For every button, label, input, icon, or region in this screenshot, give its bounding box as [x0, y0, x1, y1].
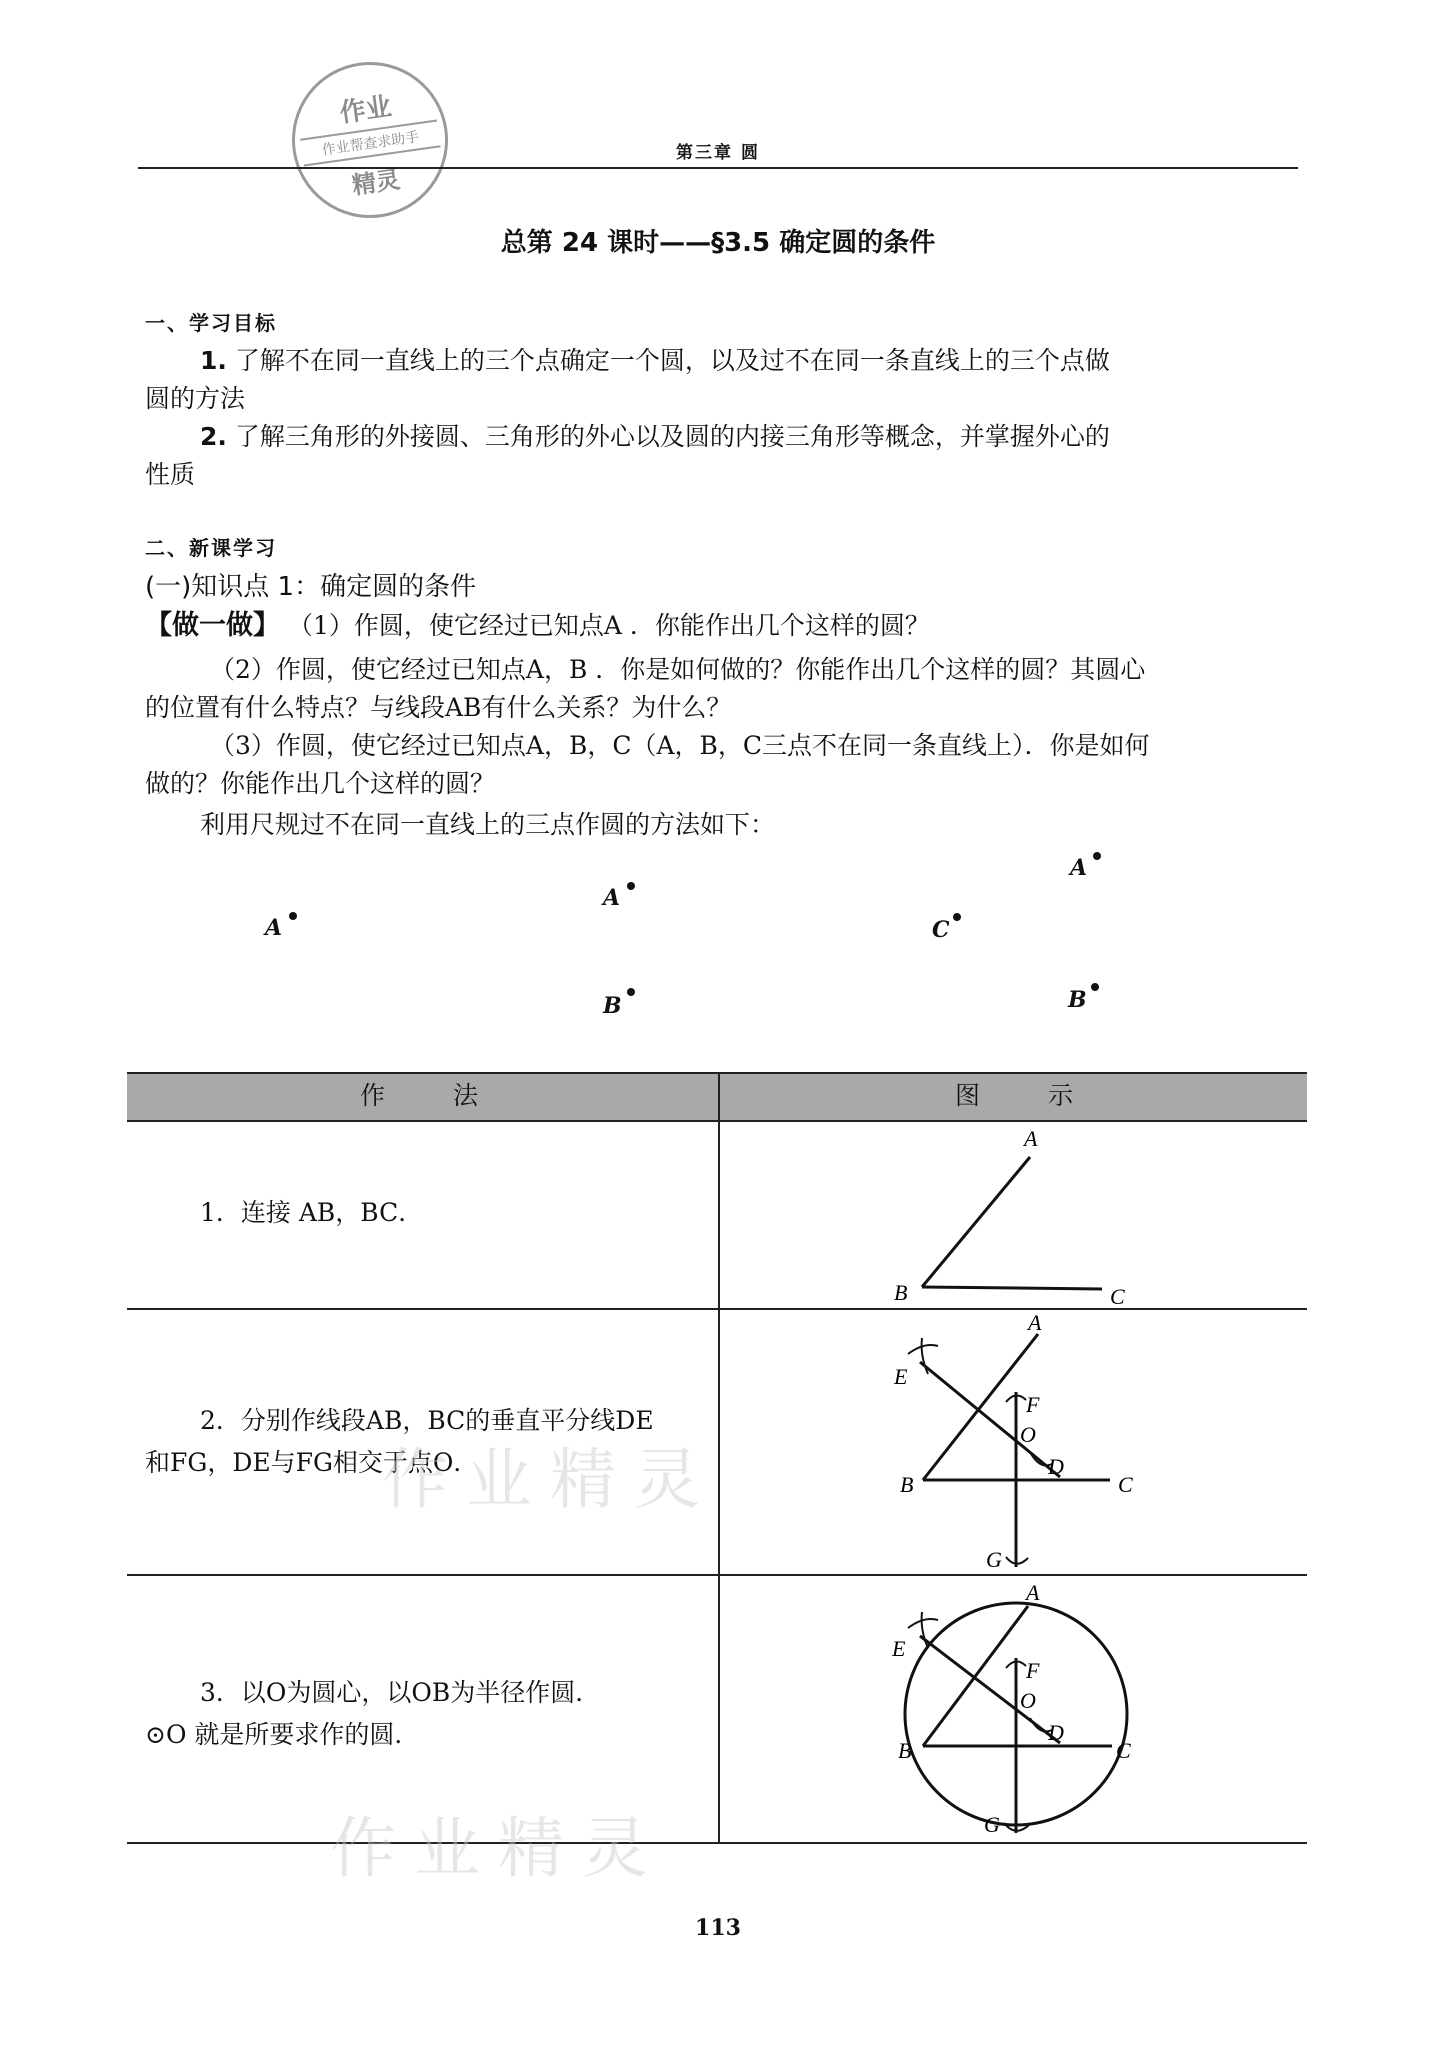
point-a2: [627, 882, 635, 890]
question1-text: （1）作圆，使它经过已知点A ．你能作出几个这样的圆？: [287, 611, 930, 640]
fig3-label-f: F: [1026, 1658, 1040, 1683]
method-intro: 利用尺规过不在同一直线上的三点作圆的方法如下：: [200, 810, 776, 839]
goal1-line1: [200, 342, 1110, 380]
fig1-label-c: C: [1110, 1284, 1125, 1309]
goal2-text: 了解三角形的外接圆、三角形的外心以及圆的内接三角形等概念，并掌握外心的: [234, 422, 1110, 451]
step1-text: 1．连接 AB，BC．: [200, 1198, 424, 1227]
question2-line1: （2）作圆，使它经过已知点A，B ．你是如何做的？你能作出几个这样的圆？其圆心: [210, 655, 1146, 684]
fig2-label-d: D: [1048, 1454, 1064, 1479]
goal2-number: 2.: [200, 422, 227, 451]
page-number: 113: [695, 1915, 741, 1941]
watermark-2: 作业精灵: [330, 1810, 666, 1887]
question2-line2: 的位置有什么特点？与线段AB有什么关系？为什么？: [145, 693, 732, 722]
point-label-b3: B: [1068, 987, 1087, 1013]
fig3-label-b: B: [898, 1738, 912, 1763]
segment-bc: [922, 1287, 1102, 1289]
header-figure: 图 示: [955, 1081, 1103, 1110]
fig2-label-f: F: [1026, 1392, 1040, 1417]
watermark-1: 作业精灵: [382, 1441, 718, 1518]
chapter-header: 第三章 圆: [676, 143, 760, 163]
fig3-label-d: D: [1048, 1720, 1064, 1745]
row2-bottom-rule: [127, 1574, 1307, 1576]
point-label-a3: A: [1070, 855, 1088, 881]
goal1-text: 了解不在同一直线上的三个点确定一个圆，以及过不在同一条直线上的三个点做: [234, 346, 1110, 375]
fig2-label-a: A: [1028, 1312, 1042, 1335]
header-method: 作 法: [360, 1081, 508, 1110]
fig3-label-a: A: [1026, 1580, 1040, 1605]
fig3-segment-ab: [923, 1606, 1028, 1746]
table-header: [127, 1072, 1307, 1122]
goal1-line2: 圆的方法: [145, 384, 246, 413]
stamp-line1: 作业: [337, 91, 394, 129]
point-label-a1: A: [265, 915, 283, 941]
step2-line1: 2．分别作线段AB，BC的垂直平分线DE: [200, 1406, 654, 1435]
point-a1: [289, 912, 297, 920]
fig3-label-g: G: [984, 1812, 1000, 1837]
table-bottom-rule: [127, 1842, 1307, 1844]
point-b3: [1091, 983, 1099, 991]
section1-heading: 一、学习目标: [145, 311, 277, 335]
point-label-b2: B: [603, 993, 622, 1019]
step3-line2: ⊙O 就是所要求作的圆．: [145, 1720, 420, 1749]
step3-line1: 3．以O为圆心，以OB为半径作圆．: [200, 1678, 601, 1707]
fig1-label-a: A: [1024, 1126, 1038, 1151]
figure-step3: [880, 1578, 1180, 1840]
fig3-bisector-de: [920, 1636, 1060, 1743]
fig2-segment-ab: [923, 1334, 1038, 1480]
segment-ab: [922, 1157, 1030, 1287]
table-divider: [718, 1072, 720, 1842]
lesson-title: 总第 24 课时——§3.5 确定圆的条件: [500, 228, 936, 258]
step2-line2: 和FG，DE与FG相交于点O．: [145, 1448, 479, 1477]
stamp-line2: 作业帮查求助手: [300, 120, 441, 167]
point-b2: [627, 988, 635, 996]
fig3-label-e: E: [892, 1636, 906, 1661]
fig2-label-o: O: [1020, 1422, 1036, 1447]
fig2-label-g: G: [986, 1547, 1002, 1572]
figure-step1: [880, 1122, 1180, 1312]
point-label-a2: A: [603, 885, 621, 911]
goal2-line1: [200, 418, 1110, 456]
section2-heading: 二、新课学习: [145, 536, 277, 560]
goal1-number: 1.: [200, 346, 227, 375]
question3-line1: （3）作圆，使它经过已知点A，B，C（A，B，C三点不在同一条直线上）．你是如何: [210, 731, 1150, 760]
point-a3: [1093, 852, 1101, 860]
question1: [145, 607, 930, 645]
fig2-label-e: E: [894, 1364, 908, 1389]
fig3-label-c: C: [1116, 1738, 1131, 1763]
stamp-line3: 精灵: [350, 165, 402, 200]
fig3-label-o: O: [1020, 1688, 1036, 1713]
knowledge-point-heading: (一)知识点 1：确定圆的条件: [145, 572, 477, 602]
figure-step2: [880, 1312, 1180, 1574]
bisector-de: [920, 1362, 1060, 1477]
point-label-c3: C: [932, 917, 950, 943]
header-rule: [138, 167, 1298, 169]
question3-line2: 做的？你能作出几个这样的圆？: [145, 769, 496, 798]
fig2-label-b: B: [900, 1472, 914, 1497]
activity-label: 【做一做】: [145, 610, 280, 641]
fig2-label-c: C: [1118, 1472, 1133, 1497]
point-c3: [953, 913, 961, 921]
goal2-line2: 性质: [145, 460, 196, 489]
fig1-label-b: B: [894, 1280, 908, 1305]
